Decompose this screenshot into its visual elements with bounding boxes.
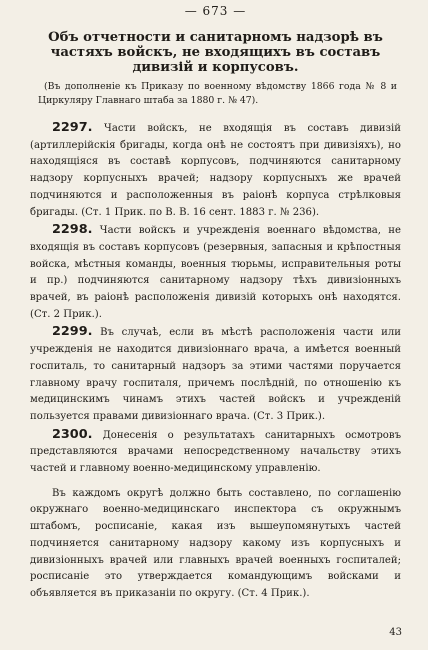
article-number: 2300. [52, 426, 93, 442]
article-text: Въ случаѣ, если въ мѣстѣ расположенія части или учрежденія не находится дивизіоннаго врача, а имѣется военный госпиталь, то санитарный надзоръ за этими частями поручается главному врачу госпиталя, причемъ послѣдній, по отношенію къ медицинскимъ чинамъ этихъ частей войскъ и учрежденій пользуется правами дивизіоннаго врача. (Ст. 3 Прик.). [30, 327, 401, 422]
section-subtitle: (Въ дополненіе къ Приказу по военному вѣдомству 1866 года № 8 и Циркуляру Главнаго штаба за 1880 г. № 47). [38, 81, 397, 106]
paragraph-2298 [30, 222, 401, 323]
article-number: 2297. [52, 120, 93, 135]
paragraph-2299 [30, 324, 401, 425]
article-text: Части войскъ и учрежденія военнаго вѣдомства, не входящія въ составъ корпусовъ (резервныя, запасныя и крѣпостныя войска, мѣстныя команды, военныя тюрьмы, исправительныя роты и пр.) подчиняются санитарному надзору тѣхъ дивизіонныхъ врачей, въ раіонѣ расположенія дивизій которыхъ онѣ находятся. (Ст. 2 Прик.). [30, 225, 401, 320]
article-text: Донесенія о результатахъ санитарныхъ осмотровъ представляются врачами непосредственному начальству этихъ частей и главному военно-медицинскому управленію. [30, 429, 401, 475]
section-title: Объ отчетности и санитарномъ надзорѣ въ частяхъ войскъ, не входящихъ въ составъ дивизій и корпусовъ. [48, 30, 383, 75]
article-number: 2298. [52, 222, 93, 238]
paragraph-2300 [30, 427, 401, 478]
article-number: 2299. [52, 324, 93, 340]
article-text: Части войскъ, не входящія въ составъ дивизій (артиллерійскія бригады, когда онѣ не состоятъ при дивизіяхъ), но находящіяся въ составѣ корпусовъ, подчиняются санитарному надзору корпусныхъ врачей; надзору корпусныхъ же врачей подчиняются и расположенныя въ раіонѣ корпуса стрѣлковыя бригады. (Ст. 1 Прик. по В. В. 16 сент. 1883 г. № 236). [30, 123, 401, 218]
signature-mark: 43 [389, 627, 402, 638]
paragraph-2297 [30, 120, 401, 221]
paragraph-district-schedule: Въ каждомъ округѣ должно быть составлено, по соглашенію окружнаго военно-медицинскаго инспектора съ окружнымъ штабомъ, росписаніе, какая изъ вышеупомянутыхъ частей подчиняется санитарному надзору какому изъ корпусныхъ и дивизіонныхъ врачей или главныхъ врачей военныхъ госпиталей; росписаніе это утверждается командующимъ войсками и объявляется въ приказаніи по округу. (Ст. 4 Прик.). [30, 487, 401, 599]
page-number: — 673 — [184, 4, 247, 18]
